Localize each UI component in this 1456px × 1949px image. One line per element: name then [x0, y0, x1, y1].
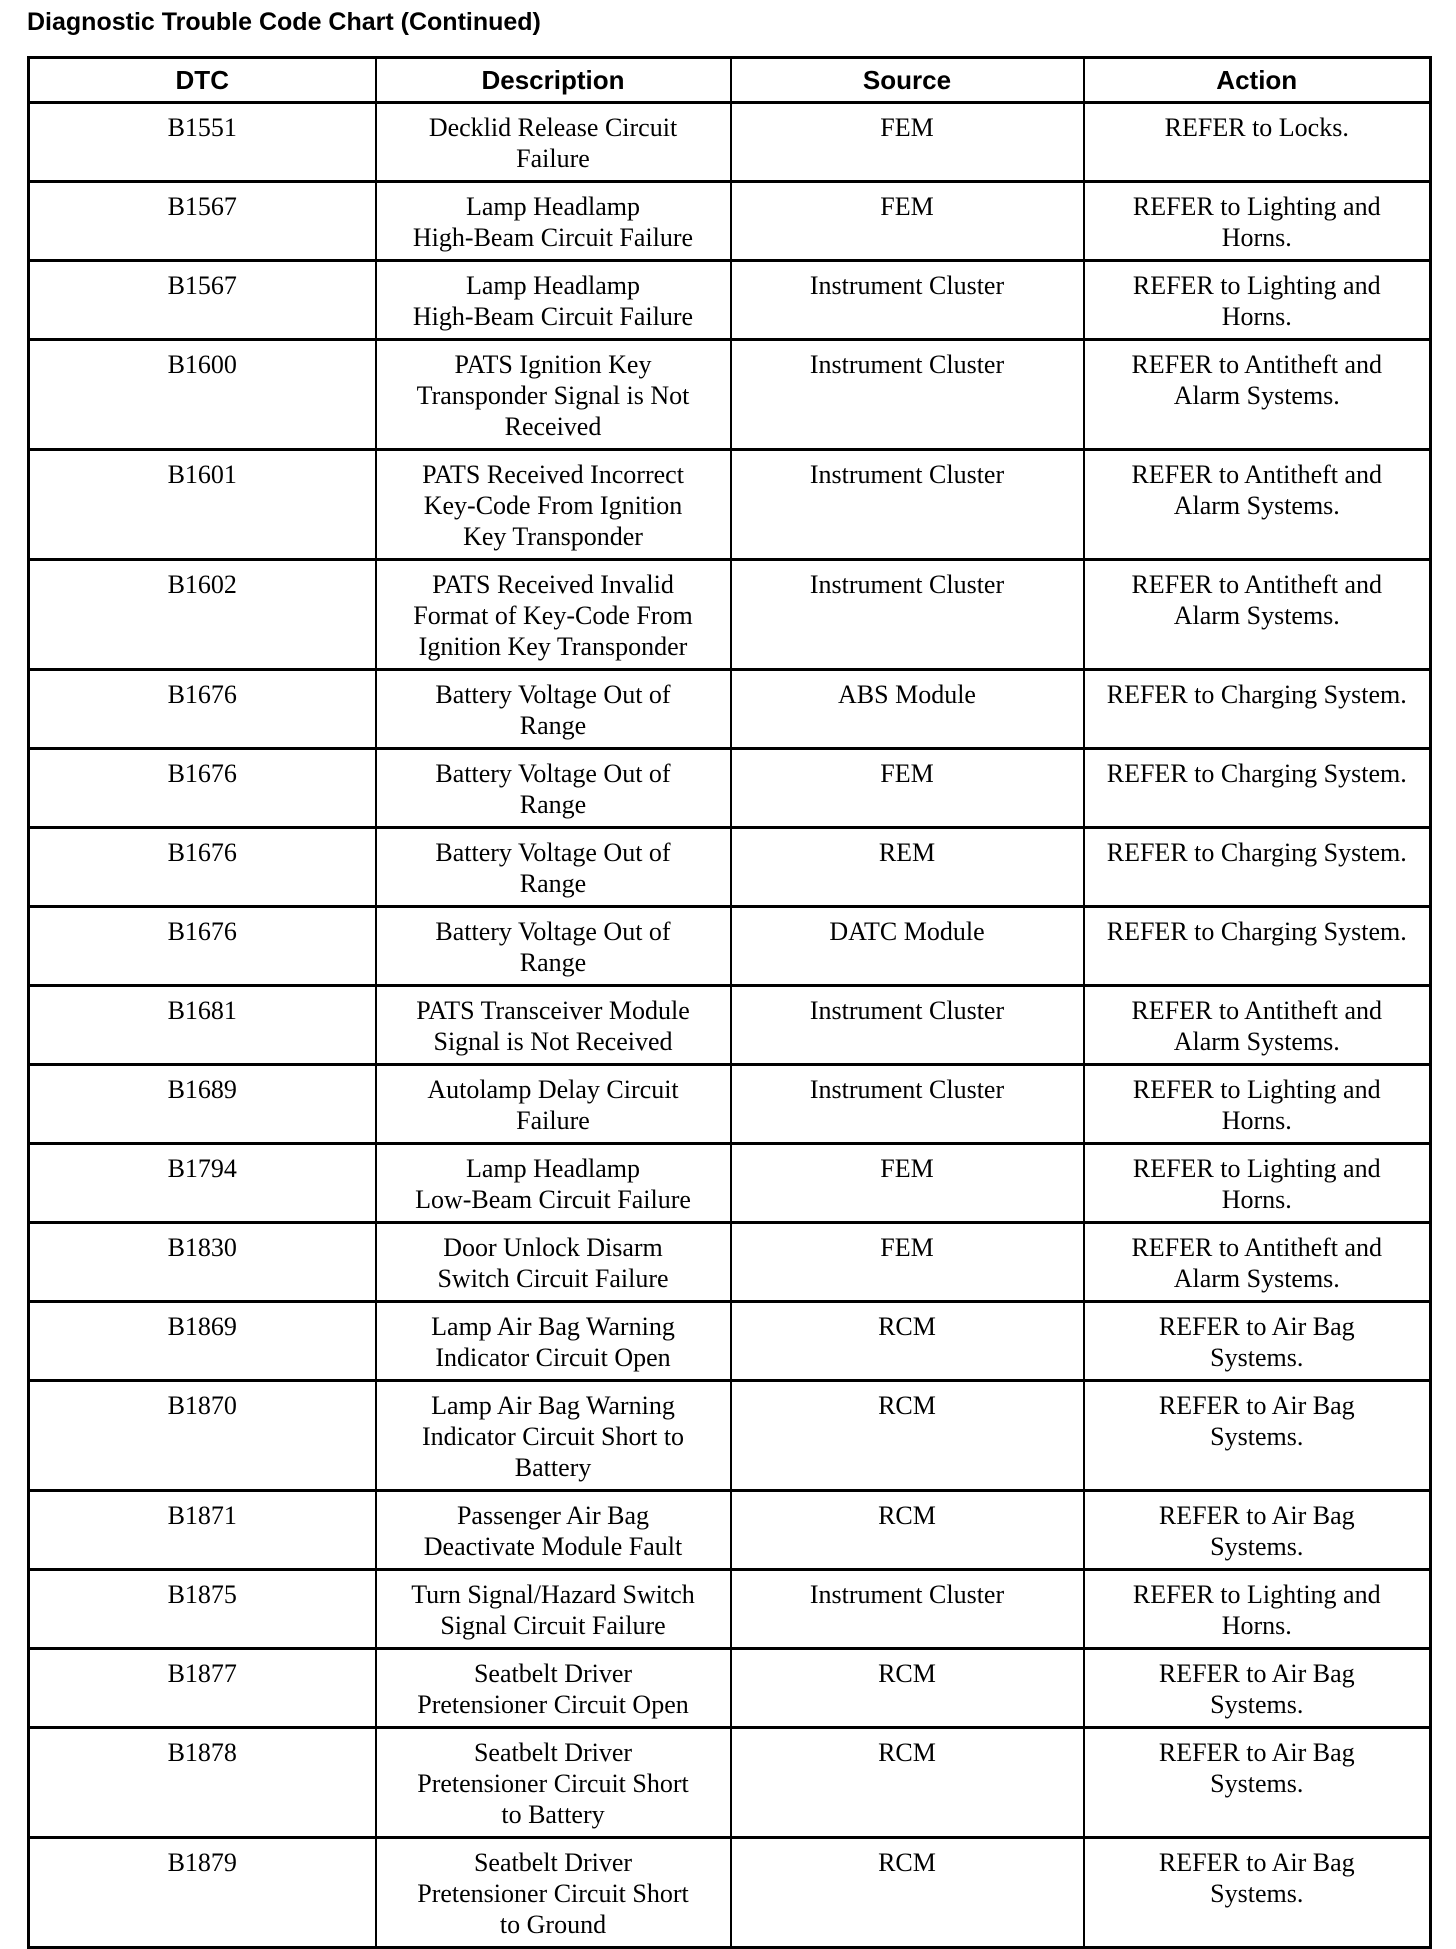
action-line: Systems.	[1210, 1343, 1304, 1372]
dtc-code-cell: B1869	[29, 1302, 376, 1381]
action-line: Systems.	[1210, 1879, 1304, 1908]
description-line: Passenger Air Bag	[456, 1501, 650, 1530]
dtc-code-cell: B1870	[29, 1381, 376, 1491]
page-title: Diagnostic Trouble Code Chart (Continued)	[27, 8, 541, 36]
action-line: Alarm Systems.	[1173, 601, 1340, 630]
dtc-code-cell: B1676	[29, 749, 376, 828]
description-line: Switch Circuit Failure	[437, 1264, 669, 1293]
action-line: Alarm Systems.	[1173, 491, 1340, 520]
action-line: REFER to Air Bag	[1158, 1391, 1355, 1420]
description-cell	[376, 182, 731, 261]
action-line: REFER to Charging System.	[1106, 917, 1407, 946]
action-line: Horns.	[1221, 223, 1292, 252]
description-line: Range	[519, 869, 587, 898]
action-cell	[1084, 1381, 1431, 1491]
dtc-code-cell: B1689	[29, 1065, 376, 1144]
source-cell: Instrument Cluster	[731, 560, 1084, 670]
action-cell	[1084, 103, 1431, 182]
description-cell	[376, 749, 731, 828]
description-line: PATS Received Incorrect	[422, 460, 684, 489]
description-line: to Ground	[499, 1910, 607, 1939]
description-line: PATS Transceiver Module	[416, 996, 690, 1025]
action-cell	[1084, 1144, 1431, 1223]
description-cell	[376, 1728, 731, 1838]
dtc-code-cell: B1871	[29, 1491, 376, 1570]
dtc-code-cell: B1602	[29, 560, 376, 670]
action-cell	[1084, 450, 1431, 560]
action-line: Horns.	[1221, 1106, 1292, 1135]
action-cell	[1084, 261, 1431, 340]
action-line: REFER to Lighting and	[1132, 1580, 1381, 1609]
dtc-table	[27, 56, 1432, 1949]
description-line: Received	[504, 412, 602, 441]
action-line: Systems.	[1210, 1422, 1304, 1451]
description-line: Battery Voltage Out of	[435, 680, 671, 709]
action-line: REFER to Air Bag	[1158, 1738, 1355, 1767]
table-row	[29, 1065, 1431, 1144]
dtc-code-cell: B1676	[29, 828, 376, 907]
description-cell	[376, 1838, 731, 1948]
dtc-code-cell: B1878	[29, 1728, 376, 1838]
source-cell: RCM	[731, 1302, 1084, 1381]
action-cell	[1084, 182, 1431, 261]
action-cell	[1084, 340, 1431, 450]
description-line: Seatbelt Driver	[473, 1659, 633, 1688]
description-line: Ignition Key Transponder	[418, 632, 688, 661]
description-line: Lamp Headlamp	[466, 271, 640, 300]
source-cell: Instrument Cluster	[731, 1065, 1084, 1144]
description-line: Battery Voltage Out of	[435, 917, 671, 946]
dtc-code-cell: B1830	[29, 1223, 376, 1302]
description-line: Pretensioner Circuit Short	[417, 1769, 689, 1798]
table-row	[29, 749, 1431, 828]
action-line: REFER to Antitheft and	[1131, 350, 1383, 379]
description-cell	[376, 1381, 731, 1491]
action-cell	[1084, 1649, 1431, 1728]
description-line: Decklid Release Circuit	[428, 113, 678, 142]
table-row	[29, 986, 1431, 1065]
table-row	[29, 261, 1431, 340]
description-line: Battery	[514, 1453, 592, 1482]
description-line: Range	[519, 948, 587, 977]
action-line: REFER to Charging System.	[1106, 759, 1407, 788]
description-cell	[376, 1570, 731, 1649]
table-row	[29, 182, 1431, 261]
action-line: REFER to Lighting and	[1132, 1075, 1381, 1104]
table-row	[29, 1302, 1431, 1381]
action-line: REFER to Air Bag	[1158, 1501, 1355, 1530]
table-row	[29, 1728, 1431, 1838]
action-cell	[1084, 828, 1431, 907]
description-line: PATS Received Invalid	[432, 570, 674, 599]
source-cell: FEM	[731, 1223, 1084, 1302]
description-line: Seatbelt Driver	[473, 1848, 633, 1877]
source-cell: FEM	[731, 749, 1084, 828]
dtc-code-cell: B1681	[29, 986, 376, 1065]
action-cell	[1084, 1838, 1431, 1948]
table-row	[29, 670, 1431, 749]
description-line: Lamp Air Bag Warning	[431, 1391, 675, 1420]
action-cell	[1084, 907, 1431, 986]
action-cell	[1084, 1728, 1431, 1838]
action-cell	[1084, 1223, 1431, 1302]
description-line: Failure	[516, 144, 590, 173]
description-line: Battery Voltage Out of	[435, 759, 671, 788]
table-row	[29, 560, 1431, 670]
description-line: Format of Key-Code From	[413, 601, 693, 630]
table-row	[29, 1381, 1431, 1491]
description-line: High-Beam Circuit Failure	[412, 302, 694, 331]
action-line: Horns.	[1221, 302, 1292, 331]
description-cell	[376, 986, 731, 1065]
action-cell	[1084, 670, 1431, 749]
description-cell	[376, 907, 731, 986]
description-cell	[376, 1065, 731, 1144]
source-cell: FEM	[731, 103, 1084, 182]
dtc-code-cell: B1879	[29, 1838, 376, 1948]
action-cell	[1084, 1065, 1431, 1144]
action-cell	[1084, 986, 1431, 1065]
description-line: Range	[519, 711, 587, 740]
description-line: Lamp Headlamp	[466, 192, 640, 221]
dtc-code-cell: B1551	[29, 103, 376, 182]
table-row	[29, 1491, 1431, 1570]
dtc-code-cell: B1877	[29, 1649, 376, 1728]
action-line: Systems.	[1210, 1532, 1304, 1561]
action-cell	[1084, 749, 1431, 828]
description-line: Indicator Circuit Short to	[421, 1422, 685, 1451]
description-line: Range	[519, 790, 587, 819]
source-cell: RCM	[731, 1838, 1084, 1948]
description-cell	[376, 340, 731, 450]
action-line: REFER to Lighting and	[1132, 1154, 1381, 1183]
table-row	[29, 340, 1431, 450]
description-line: Autolamp Delay Circuit	[427, 1075, 679, 1104]
table-row	[29, 1649, 1431, 1728]
table-row	[29, 828, 1431, 907]
column-header-source: Source	[731, 58, 1084, 103]
table-header	[29, 58, 1431, 103]
column-header-dtc: DTC	[29, 58, 376, 103]
action-line: REFER to Lighting and	[1132, 271, 1381, 300]
source-cell: Instrument Cluster	[731, 340, 1084, 450]
action-line: Horns.	[1221, 1185, 1292, 1214]
description-line: Key-Code From Ignition	[423, 491, 683, 520]
description-line: PATS Ignition Key	[454, 350, 652, 379]
description-line: Door Unlock Disarm	[443, 1233, 663, 1262]
action-line: REFER to Air Bag	[1158, 1848, 1355, 1877]
description-line: Pretensioner Circuit Open	[417, 1690, 689, 1719]
dtc-code-cell: B1600	[29, 340, 376, 450]
source-cell: Instrument Cluster	[731, 986, 1084, 1065]
description-line: Deactivate Module Fault	[423, 1532, 683, 1561]
description-cell	[376, 450, 731, 560]
description-line: to Battery	[501, 1800, 605, 1829]
description-line: Signal Circuit Failure	[440, 1611, 666, 1640]
action-line: REFER to Charging System.	[1106, 680, 1407, 709]
table-row	[29, 1144, 1431, 1223]
description-line: High-Beam Circuit Failure	[412, 223, 694, 252]
table-row	[29, 1223, 1431, 1302]
column-header-action: Action	[1084, 58, 1431, 103]
table-row	[29, 450, 1431, 560]
source-cell: Instrument Cluster	[731, 261, 1084, 340]
table-row	[29, 907, 1431, 986]
dtc-code-cell: B1676	[29, 670, 376, 749]
action-line: Systems.	[1210, 1690, 1304, 1719]
action-line: REFER to Air Bag	[1158, 1312, 1355, 1341]
action-cell	[1084, 1570, 1431, 1649]
action-line: Systems.	[1210, 1769, 1304, 1798]
action-line: REFER to Lighting and	[1132, 192, 1381, 221]
description-line: Signal is Not Received	[433, 1027, 673, 1056]
action-line: REFER to Antitheft and	[1131, 460, 1383, 489]
table-row	[29, 1838, 1431, 1948]
source-cell: DATC Module	[731, 907, 1084, 986]
description-line: Pretensioner Circuit Short	[417, 1879, 689, 1908]
dtc-code-cell: B1676	[29, 907, 376, 986]
description-cell	[376, 670, 731, 749]
dtc-code-cell: B1567	[29, 182, 376, 261]
description-line: Seatbelt Driver	[473, 1738, 633, 1767]
source-cell: REM	[731, 828, 1084, 907]
action-line: REFER to Locks.	[1164, 113, 1349, 142]
dtc-code-cell: B1875	[29, 1570, 376, 1649]
action-cell	[1084, 560, 1431, 670]
action-cell	[1084, 1302, 1431, 1381]
description-cell	[376, 1491, 731, 1570]
action-cell	[1084, 1491, 1431, 1570]
description-cell	[376, 1302, 731, 1381]
description-line: Key Transponder	[463, 522, 643, 551]
action-line: Alarm Systems.	[1173, 1264, 1340, 1293]
source-cell: RCM	[731, 1381, 1084, 1491]
source-cell: ABS Module	[731, 670, 1084, 749]
header-row	[29, 58, 1431, 103]
action-line: REFER to Antitheft and	[1131, 1233, 1383, 1262]
source-cell: RCM	[731, 1728, 1084, 1838]
description-cell	[376, 261, 731, 340]
action-line: REFER to Antitheft and	[1131, 996, 1383, 1025]
action-line: REFER to Antitheft and	[1131, 570, 1383, 599]
dtc-code-cell: B1567	[29, 261, 376, 340]
description-line: Turn Signal/Hazard Switch	[411, 1580, 695, 1609]
table-row	[29, 1570, 1431, 1649]
source-cell: FEM	[731, 1144, 1084, 1223]
source-cell: Instrument Cluster	[731, 450, 1084, 560]
dtc-code-cell: B1601	[29, 450, 376, 560]
action-line: Alarm Systems.	[1173, 381, 1340, 410]
description-line: Battery Voltage Out of	[435, 838, 671, 867]
source-cell: RCM	[731, 1491, 1084, 1570]
description-cell	[376, 103, 731, 182]
action-line: REFER to Air Bag	[1158, 1659, 1355, 1688]
description-cell	[376, 560, 731, 670]
description-cell	[376, 1144, 731, 1223]
description-line: Lamp Headlamp	[466, 1154, 640, 1183]
description-cell	[376, 1649, 731, 1728]
description-line: Transponder Signal is Not	[416, 381, 690, 410]
column-header-description: Description	[376, 58, 731, 103]
source-cell: FEM	[731, 182, 1084, 261]
description-line: Indicator Circuit Open	[435, 1343, 671, 1372]
description-line: Low-Beam Circuit Failure	[415, 1185, 691, 1214]
action-line: REFER to Charging System.	[1106, 838, 1407, 867]
source-cell: RCM	[731, 1649, 1084, 1728]
description-line: Failure	[516, 1106, 590, 1135]
source-cell: Instrument Cluster	[731, 1570, 1084, 1649]
table-row	[29, 103, 1431, 182]
table-body	[29, 103, 1431, 1948]
action-line: Horns.	[1221, 1611, 1292, 1640]
description-cell	[376, 828, 731, 907]
action-line: Alarm Systems.	[1173, 1027, 1340, 1056]
description-line: Lamp Air Bag Warning	[431, 1312, 675, 1341]
dtc-code-cell: B1794	[29, 1144, 376, 1223]
description-cell	[376, 1223, 731, 1302]
